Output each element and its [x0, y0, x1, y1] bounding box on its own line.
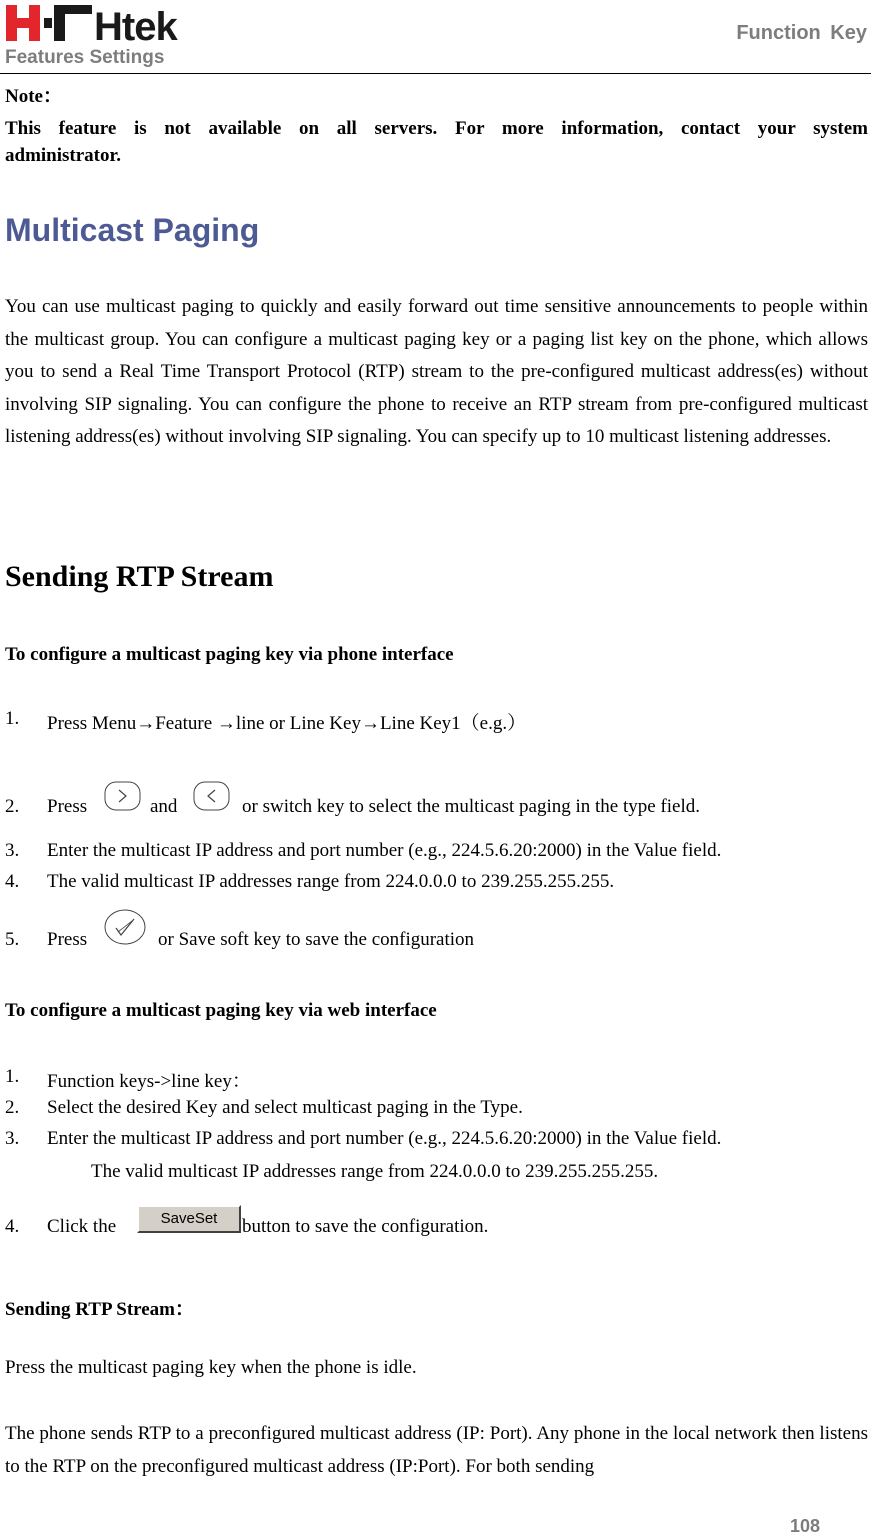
multicast-paging-title: Multicast Paging: [5, 212, 260, 248]
phone-step-2-rest: or switch key to select the multicast paging in the type field.: [242, 796, 700, 817]
web-interface-heading: To configure a multicast paging key via web interface: [5, 1000, 437, 1021]
web-step-1-num: 1.: [5, 1066, 20, 1087]
phone-step-1-text: Press Menu→Feature →line or Line Key→Line Key1（e.g.）: [47, 713, 527, 734]
web-step-4-num: 4.: [5, 1216, 20, 1237]
right-arrow-key-icon: [104, 781, 141, 811]
multicast-intro: You can use multicast paging to quickly and easily forward out time sensitive announcements to people within the multicast group. You can configure a multicast paging key or a paging list key on the phone, which allows you to send a Real Time Transport Protocol (RTP) stream to the pre-configured multicast address(es) without involving SIP signaling. You can configure the phone to receive an RTP stream from pre-configured multicast listening address(es) without involving SIP signaling. You can specify up to 10 multicast listening addresses.: [5, 296, 868, 447]
web-step-2-text: Select the desired Key and select multicast paging in the Type.: [47, 1097, 523, 1118]
phone-interface-heading: To configure a multicast paging key via phone interface: [5, 644, 454, 665]
page-number: 108: [790, 1516, 821, 1536]
saveset-button[interactable]: SaveSet: [137, 1205, 241, 1233]
note-text-line1: This feature is not available on all servers. For more information, contact your system: [5, 118, 868, 139]
phone-step-4-num: 4.: [5, 871, 20, 892]
phone-step-5-num: 5.: [5, 929, 20, 950]
phone-step-1-num: 1.: [5, 708, 20, 729]
phone-step-5-rest: or Save soft key to save the configuration: [158, 929, 475, 950]
sending-stream-p2: The phone sends RTP to a preconfigured multicast address (IP: Port). Any phone in the local network then listens to the RTP on the preconfigured multicast address (IP:Port). For both sending: [5, 1423, 868, 1477]
phone-step-3-text: Enter the multicast IP address and port number (e.g., 224.5.6.20:2000) in the Value field.: [47, 840, 722, 861]
web-step-4-rest: button to save the configuration.: [242, 1216, 489, 1237]
htek-logo: [6, 2, 194, 44]
left-arrow-key-icon: [193, 781, 230, 811]
web-step-2-num: 2.: [5, 1097, 20, 1118]
web-step-4-click: Click the: [47, 1216, 117, 1237]
phone-step-2-and: and: [150, 796, 178, 817]
sending-stream-heading: Sending RTP Stream：: [5, 1299, 195, 1320]
phone-step-4-text: The valid multicast IP addresses range from 224.0.0.0 to 239.255.255.255.: [47, 871, 615, 892]
web-step-1-text: Function keys->line key：: [47, 1071, 251, 1092]
phone-step-2-press: Press: [47, 796, 88, 817]
ok-check-key-icon: [103, 908, 147, 946]
sending-rtp-title: Sending RTP Stream: [5, 560, 274, 593]
phone-step-2-num: 2.: [5, 796, 20, 817]
sending-stream-p1: Press the multicast paging key when the phone is idle.: [5, 1357, 417, 1378]
logo-text: Htek: [94, 5, 177, 44]
header-section: Features Settings: [5, 47, 165, 68]
web-step-3-sub: The valid multicast IP addresses range from 224.0.0.0 to 239.255.255.255.: [91, 1161, 659, 1182]
header-rule: [0, 73, 871, 74]
web-step-3-text: Enter the multicast IP address and port number (e.g., 224.5.6.20:2000) in the Value field.: [47, 1128, 722, 1149]
note-label: Note：: [5, 86, 62, 107]
phone-step-3-num: 3.: [5, 840, 20, 861]
note-text-line2: administrator.: [5, 145, 121, 166]
phone-step-5-press: Press: [47, 929, 88, 950]
web-step-3-num: 3.: [5, 1128, 20, 1149]
header-chapter: Function Key: [736, 22, 867, 44]
